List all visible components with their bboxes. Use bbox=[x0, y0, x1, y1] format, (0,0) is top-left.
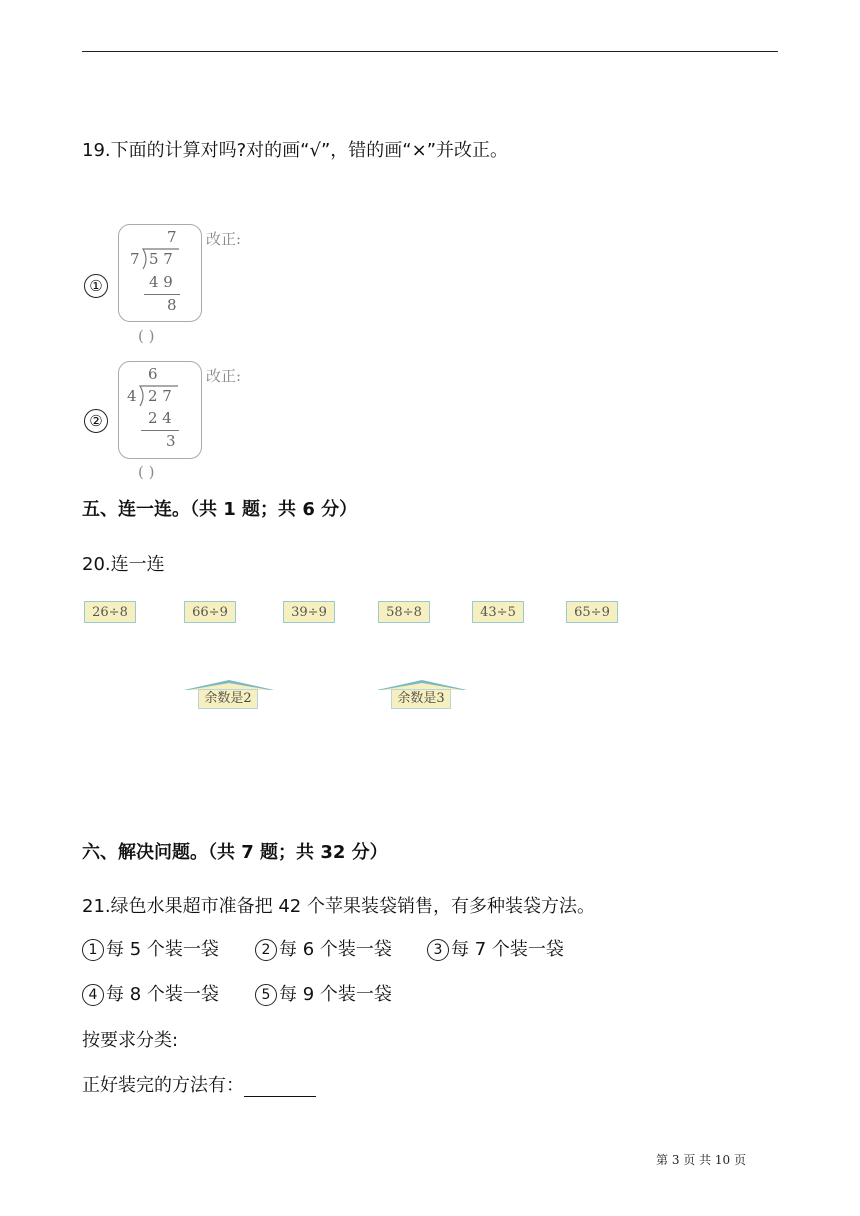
q19-item1-answer-paren[interactable]: ( ) bbox=[138, 327, 155, 345]
q21-option-marker: 2 bbox=[255, 939, 277, 961]
q21-option-text: 每 8 个装一袋 bbox=[106, 984, 219, 1005]
q21-option-marker: 4 bbox=[82, 984, 104, 1006]
q21-instruction: 按要求分类: bbox=[82, 1030, 179, 1051]
q19-title: 19.下面的计算对吗?对的画“√”，错的画“×”并改正。 bbox=[82, 140, 509, 161]
q19-item1-marker: ① bbox=[84, 274, 108, 298]
q21-option bbox=[427, 938, 564, 962]
q21-fill-blank[interactable] bbox=[244, 1075, 316, 1097]
q19-item1-remainder: 8 bbox=[167, 296, 177, 314]
q21-option-text: 每 9 个装一袋 bbox=[279, 984, 392, 1005]
q20-house-remainder-2[interactable] bbox=[184, 680, 274, 708]
q21-title: 21.绿色水果超市准备把 42 个苹果装袋销售，有多种装袋方法。 bbox=[82, 896, 595, 917]
q19-item1-product: 4 9 bbox=[149, 273, 173, 291]
q19-item2-divisor: 4 bbox=[127, 387, 137, 405]
q20-expression[interactable]: 39÷9 bbox=[283, 601, 335, 623]
q20-house-label: 余数是3 bbox=[391, 689, 451, 709]
q20-expression[interactable]: 58÷8 bbox=[378, 601, 430, 623]
q20-expression[interactable]: 65÷9 bbox=[566, 601, 618, 623]
section5-heading: 五、连一连。（共 1 题；共 6 分） bbox=[82, 499, 358, 520]
q19-item1-line bbox=[144, 294, 180, 295]
q21-option-text: 每 5 个装一袋 bbox=[106, 939, 219, 960]
q21-option-text: 每 7 个装一袋 bbox=[451, 939, 564, 960]
q19-item2-product: 2 4 bbox=[148, 409, 172, 427]
q21-option-marker: 1 bbox=[82, 939, 104, 961]
q19-item2-quotient: 6 bbox=[148, 365, 158, 383]
q19-item1-correction-label: 改正: bbox=[206, 230, 242, 248]
q21-fill-label: 正好装完的方法有： bbox=[82, 1075, 244, 1096]
q21-option-marker: 3 bbox=[427, 939, 449, 961]
q21-option-marker: 5 bbox=[255, 984, 277, 1006]
q19-item1-dividend: 5 7 bbox=[149, 250, 173, 268]
q20-house-label: 余数是2 bbox=[198, 689, 258, 709]
q21-option bbox=[82, 938, 219, 962]
q21-fill-line bbox=[82, 1074, 316, 1098]
q21-option bbox=[255, 938, 392, 962]
q21-option bbox=[82, 983, 219, 1007]
q20-expression[interactable]: 26÷8 bbox=[84, 601, 136, 623]
q19-item2-dividend: 2 7 bbox=[148, 387, 172, 405]
q19-item2-remainder: 3 bbox=[166, 432, 176, 450]
q20-house-remainder-3[interactable] bbox=[377, 680, 467, 708]
header-rule bbox=[82, 51, 778, 52]
q19-item1-divisor: 7 bbox=[130, 250, 140, 268]
q19-item2-correction-label: 改正: bbox=[206, 367, 242, 385]
q20-expression[interactable]: 66÷9 bbox=[184, 601, 236, 623]
q21-option-text: 每 6 个装一袋 bbox=[279, 939, 392, 960]
q21-option bbox=[255, 983, 392, 1007]
q19-item1-quotient: 7 bbox=[167, 228, 177, 246]
q19-item2-marker: ② bbox=[84, 409, 108, 433]
q19-item2-line bbox=[141, 430, 179, 431]
page-footer: 第 3 页 共 10 页 bbox=[656, 1153, 746, 1167]
q20-title: 20.连一连 bbox=[82, 554, 165, 575]
q19-item2-answer-paren[interactable]: ( ) bbox=[138, 463, 155, 481]
q20-expression[interactable]: 43÷5 bbox=[472, 601, 524, 623]
section6-heading: 六、解决问题。（共 7 题；共 32 分） bbox=[82, 842, 388, 863]
